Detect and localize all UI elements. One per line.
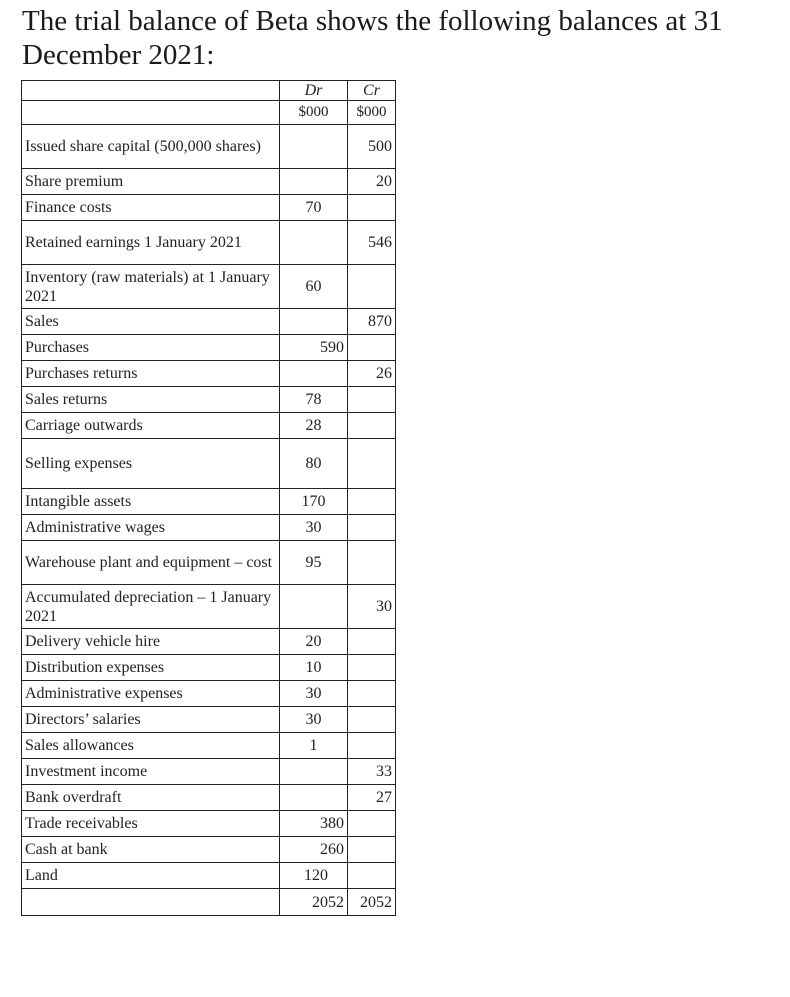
account-label: Inventory (raw materials) at 1 January 2021: [22, 265, 280, 309]
account-label: Administrative expenses: [22, 681, 280, 707]
column-header-row: [22, 81, 396, 101]
account-label: Bank overdraft: [22, 785, 280, 811]
cr-amount: 27: [348, 785, 396, 811]
dr-amount: [280, 759, 348, 785]
dr-amount: [280, 585, 348, 629]
table-row: [22, 585, 396, 629]
dr-amount: 260: [280, 837, 348, 863]
cr-amount: 546: [348, 221, 396, 265]
account-label: Retained earnings 1 January 2021: [22, 221, 280, 265]
dr-amount: [280, 309, 348, 335]
account-label: Carriage outwards: [22, 413, 280, 439]
cr-amount: [348, 515, 396, 541]
cr-column-header: Cr: [348, 81, 396, 101]
table-row: [22, 335, 396, 361]
table-row: [22, 811, 396, 837]
cr-amount: [348, 335, 396, 361]
dr-amount: 120: [280, 863, 348, 889]
table-row: [22, 309, 396, 335]
account-label: Accumulated depreciation – 1 January 2021: [22, 585, 280, 629]
table-row: [22, 655, 396, 681]
cr-amount: [348, 681, 396, 707]
account-label: Sales: [22, 309, 280, 335]
account-label: Sales returns: [22, 387, 280, 413]
account-label: Delivery vehicle hire: [22, 629, 280, 655]
table-row: [22, 733, 396, 759]
table-row: [22, 541, 396, 585]
heading: The trial balance of Beta shows the following balances at 31 December 2021:: [22, 5, 723, 71]
cr-amount: [348, 655, 396, 681]
dr-amount: [280, 169, 348, 195]
cr-amount: 30: [348, 585, 396, 629]
account-label: Purchases: [22, 335, 280, 361]
dr-amount: 590: [280, 335, 348, 361]
account-label: Investment income: [22, 759, 280, 785]
dr-amount: 10: [280, 655, 348, 681]
cr-amount: 870: [348, 309, 396, 335]
dr-amount: 30: [280, 707, 348, 733]
dr-amount: 170: [280, 489, 348, 515]
account-label: Distribution expenses: [22, 655, 280, 681]
table-row: [22, 863, 396, 889]
table-row: [22, 387, 396, 413]
cr-amount: [348, 387, 396, 413]
dr-amount: 20: [280, 629, 348, 655]
dr-amount: 95: [280, 541, 348, 585]
cr-amount: [348, 413, 396, 439]
table-row: [22, 125, 396, 169]
cr-unit: $000: [348, 101, 396, 125]
account-label: Share premium: [22, 169, 280, 195]
dr-amount: 30: [280, 681, 348, 707]
dr-amount: 80: [280, 439, 348, 489]
totals-blank-cell: [22, 889, 280, 916]
table-row: [22, 785, 396, 811]
cr-total: 2052: [348, 889, 396, 916]
dr-amount: [280, 125, 348, 169]
dr-total: 2052: [280, 889, 348, 916]
table-row: [22, 629, 396, 655]
cr-amount: [348, 733, 396, 759]
cr-amount: [348, 265, 396, 309]
dr-amount: 1: [280, 733, 348, 759]
cr-amount: [348, 837, 396, 863]
dr-amount: 70: [280, 195, 348, 221]
dr-amount: 60: [280, 265, 348, 309]
dr-column-header: Dr: [280, 81, 348, 101]
table-row: [22, 413, 396, 439]
account-label: Finance costs: [22, 195, 280, 221]
dr-amount: [280, 221, 348, 265]
header-blank-cell: [22, 81, 280, 101]
account-label: Administrative wages: [22, 515, 280, 541]
table-row: [22, 361, 396, 387]
dr-amount: 28: [280, 413, 348, 439]
table-row: [22, 515, 396, 541]
account-label: Cash at bank: [22, 837, 280, 863]
cr-amount: 33: [348, 759, 396, 785]
cr-amount: [348, 541, 396, 585]
table-row: [22, 221, 396, 265]
table-row: [22, 195, 396, 221]
units-blank-cell: [22, 101, 280, 125]
dr-amount: [280, 361, 348, 387]
account-label: Trade receivables: [22, 811, 280, 837]
account-label: Selling expenses: [22, 439, 280, 489]
account-label: Directors’ salaries: [22, 707, 280, 733]
account-label: Purchases returns: [22, 361, 280, 387]
account-label: Land: [22, 863, 280, 889]
table-row: [22, 489, 396, 515]
trial-balance-table: [21, 80, 396, 916]
cr-amount: [348, 489, 396, 515]
cr-amount: [348, 195, 396, 221]
account-label: Intangible assets: [22, 489, 280, 515]
table-row: [22, 169, 396, 195]
cr-amount: [348, 629, 396, 655]
table-row: [22, 439, 396, 489]
dr-amount: 78: [280, 387, 348, 413]
dr-amount: 30: [280, 515, 348, 541]
dr-unit: $000: [280, 101, 348, 125]
account-label: Warehouse plant and equipment – cost: [22, 541, 280, 585]
cr-amount: [348, 439, 396, 489]
dr-amount: [280, 785, 348, 811]
cr-amount: [348, 811, 396, 837]
cr-amount: [348, 863, 396, 889]
units-row: [22, 101, 396, 125]
cr-amount: 20: [348, 169, 396, 195]
dr-amount: 380: [280, 811, 348, 837]
totals-row: [22, 889, 396, 916]
table-row: [22, 759, 396, 785]
cr-amount: 26: [348, 361, 396, 387]
table-row: [22, 837, 396, 863]
cr-amount: 500: [348, 125, 396, 169]
table-row: [22, 265, 396, 309]
table-row: [22, 681, 396, 707]
account-label: Issued share capital (500,000 shares): [22, 125, 280, 169]
cr-amount: [348, 707, 396, 733]
table-row: [22, 707, 396, 733]
account-label: Sales allowances: [22, 733, 280, 759]
